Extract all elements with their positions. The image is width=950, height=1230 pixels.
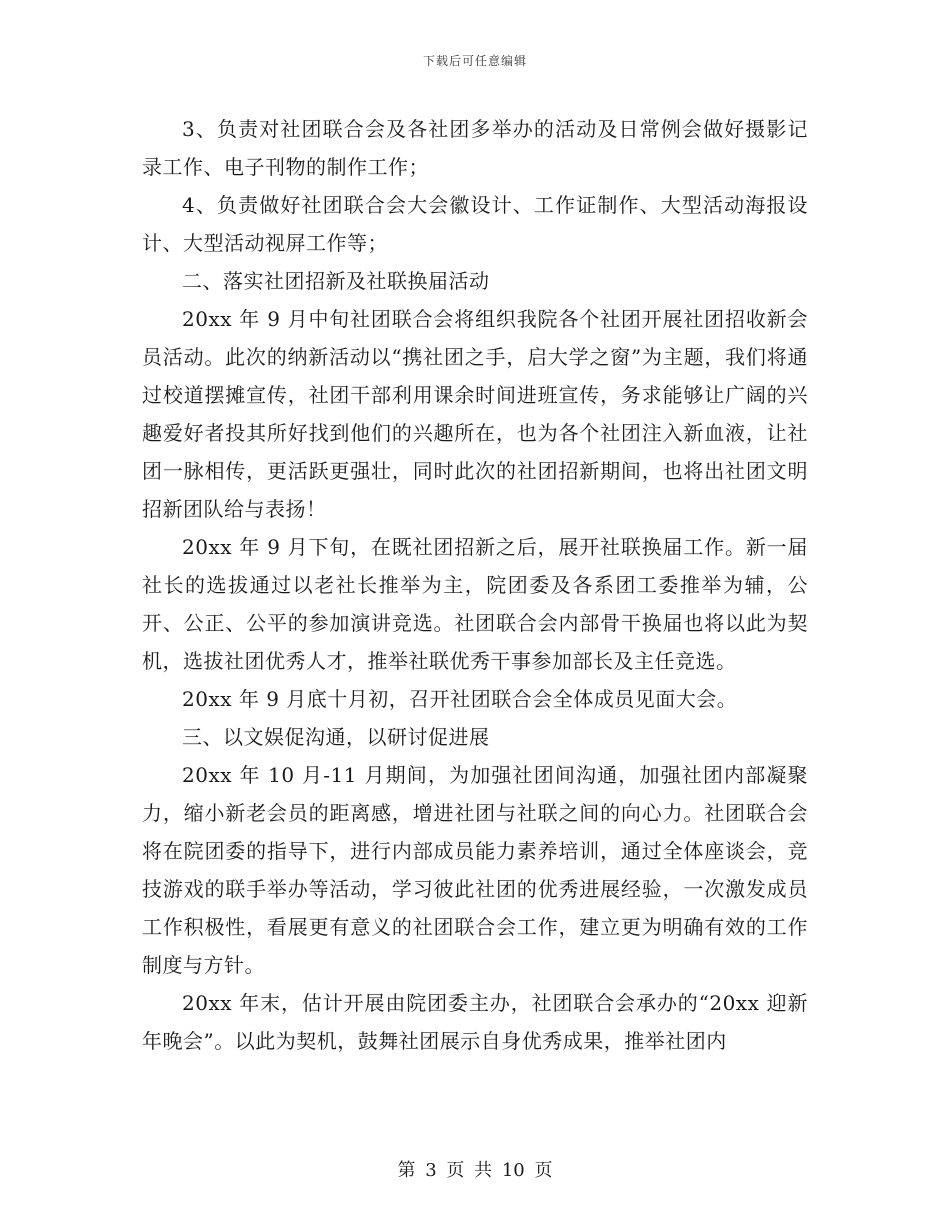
page-number: 第 3 页 共 10 页 — [397, 1160, 553, 1181]
paragraph-meeting: 20xx 年 9 月底十月初，召开社团联合会全体成员见面大会。 — [182, 687, 738, 711]
paragraph-new-year-party: 20xx 年末，估计开展由院团委主办，社团联合会承办的“20xx 迎新年晚会”。以此为契机，鼓舞社团展示自身优秀成果，推举社团内 — [142, 991, 808, 1053]
paragraph-recruitment: 20xx 年 9 月中旬社团联合会将组织我院各个社团开展社团招收新会员活动。此次的纳新活动以“携社团之手，启大学之窗”为主题，我们将通过校道摆摊宣传，社团干部利用课余时间进班宣传，务求能够让广阔的兴趣爱好者投其所好找到他们的兴趣所在，也为各个社团注入新血液，让社团一脉相传，更活跃更强壮，同时此次的社团招新期间，也将出社团文明招新团队给与表扬！ — [142, 307, 808, 521]
paragraph-election: 20xx 年 9 月下旬，在既社团招新之后，展开社联换届工作。新一届社长的选拔通过以老社长推举为主，院团委及各系团工委推举为辅，公开、公正、公平的参加演讲竞选。社团联合会内部骨干换届也将以此为契机，选拔社团优秀人才，推举社联优秀干事参加部长及主任竞选。 — [142, 535, 808, 673]
paragraph-communication: 20xx 年 10 月-11 月期间，为加强社团间沟通，加强社团内部凝聚力，缩小新老会员的距离感，增进社团与社联之间的向心力。社团联合会将在院团委的指导下，进行内部成员能力素养培训，通过全体座谈会，竞技游戏的联手举办等活动，学习彼此社团的优秀进展经验，一次激发成员工作积极性，看展更有意义的社团联合会工作，建立更为明确有效的工作制度与方针。 — [142, 763, 808, 977]
paragraph-item-4: 4、负责做好社团联合会大会徽设计、工作证制作、大型活动海报设计、大型活动视屏工作等； — [142, 193, 808, 255]
document-body — [142, 110, 808, 1060]
page-header: 下载后可任意编辑 — [422, 54, 527, 68]
section-heading-3: 三、以文娱促沟通，以研讨促进展 — [182, 725, 490, 749]
section-heading-2: 二、落实社团招新及社联换届活动 — [182, 269, 490, 293]
paragraph-item-3: 3、负责对社团联合会及各社团多举办的活动及日常例会做好摄影记录工作、电子刊物的制作工作； — [142, 117, 808, 179]
